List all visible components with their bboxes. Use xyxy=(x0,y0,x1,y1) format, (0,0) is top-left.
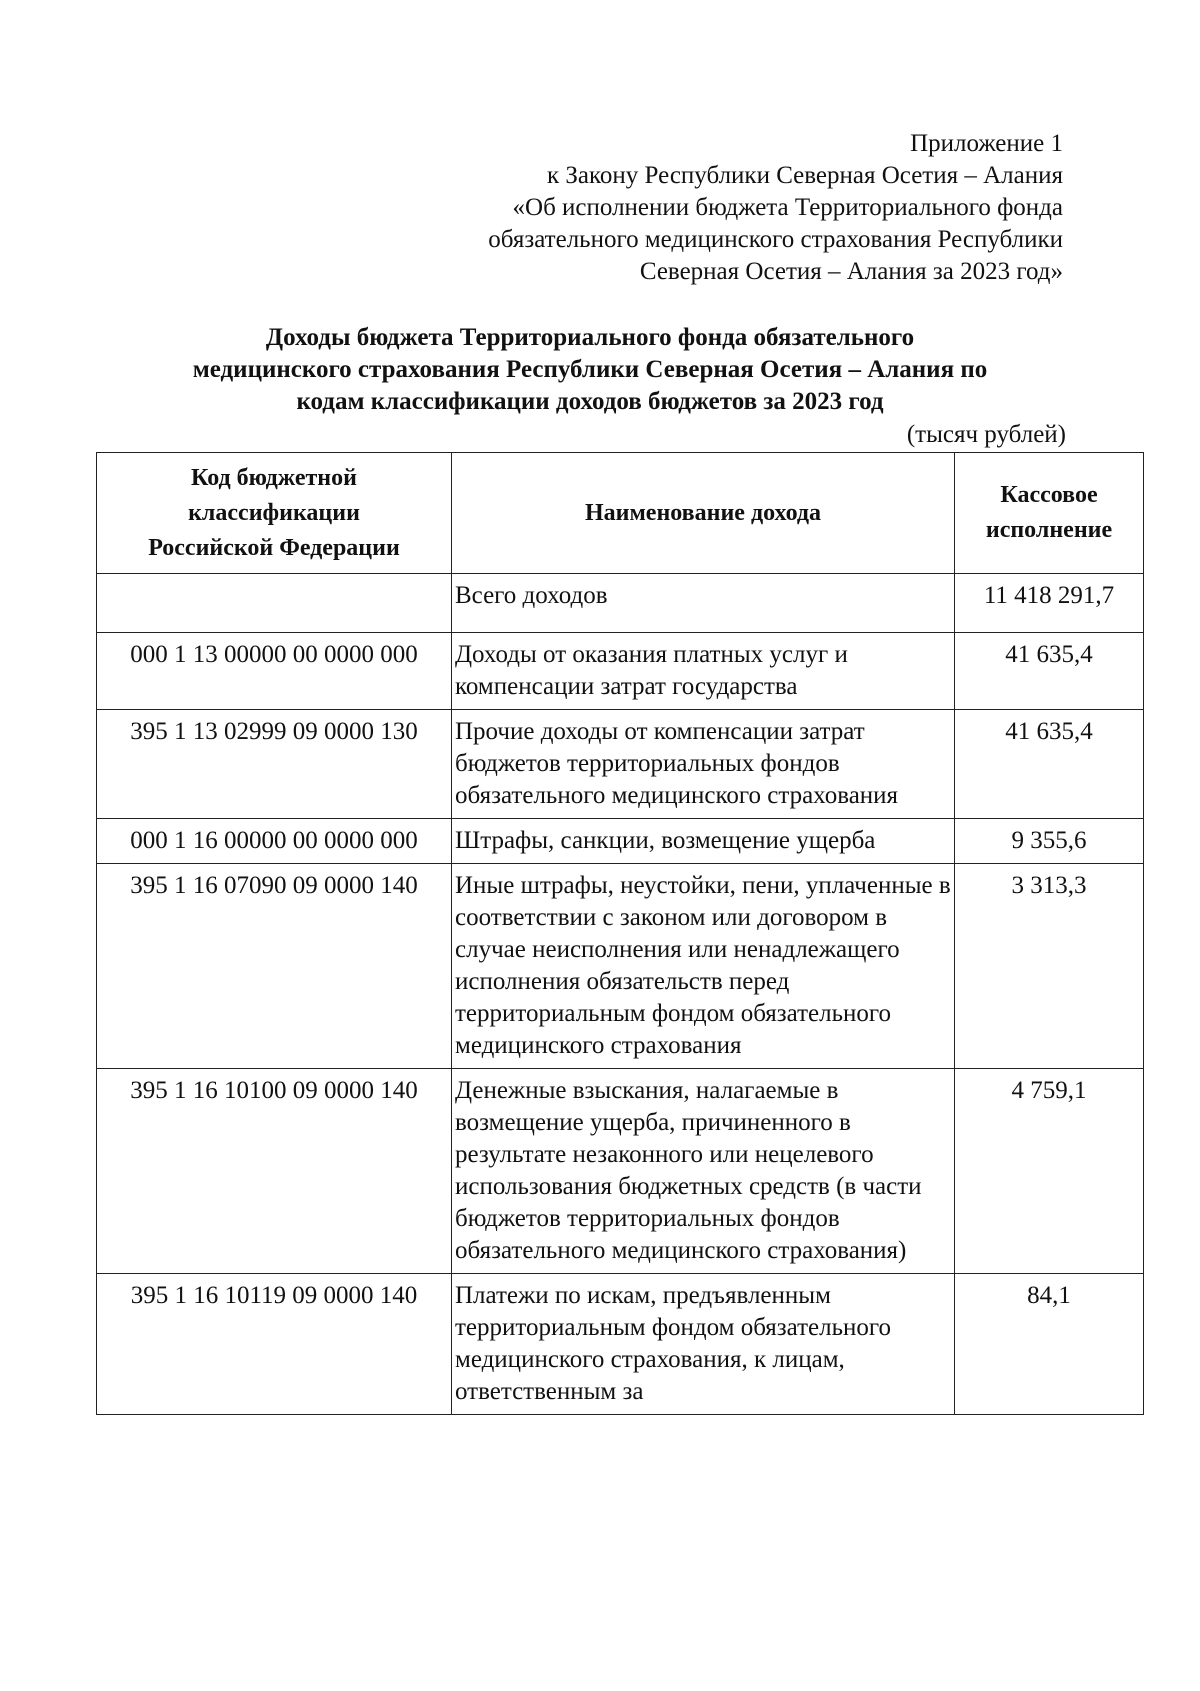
appendix-line: обязательного медицинского страхования Республики xyxy=(488,226,1063,253)
table-row xyxy=(97,1274,1144,1415)
title-line: Доходы бюджета Территориального фонда обязательного xyxy=(265,324,915,351)
row-amount: 4 759,1 xyxy=(955,1069,1144,1274)
row-amount: 11 418 291,7 xyxy=(955,574,1144,633)
table-header-row xyxy=(97,453,1144,574)
table-row xyxy=(97,819,1144,864)
row-name: Всего доходов xyxy=(452,574,955,633)
row-name: Штрафы, санкции, возмещение ущерба xyxy=(452,819,955,864)
row-name: Прочие доходы от компенсации затрат бюджетов территориальных фондов обязательного медицинского страхования xyxy=(452,710,955,819)
row-code: 395 1 16 10119 09 0000 140 xyxy=(97,1274,452,1415)
appendix-note xyxy=(363,128,1063,288)
income-table xyxy=(96,452,1144,1415)
appendix-line: Северная Осетия – Алания за 2023 год» xyxy=(639,258,1063,285)
table-row xyxy=(97,710,1144,819)
row-amount: 84,1 xyxy=(955,1274,1144,1415)
table-row xyxy=(97,574,1144,633)
header-code xyxy=(97,453,452,574)
row-code: 395 1 16 07090 09 0000 140 xyxy=(97,864,452,1069)
header-name: Наименование дохода xyxy=(452,453,955,574)
row-code: 395 1 13 02999 09 0000 130 xyxy=(97,710,452,819)
row-name: Иные штрафы, неустойки, пени, уплаченные в соответствии с законом или договором в случае неисполнения или ненадлежащего исполнения обязательств перед территориальным фондом обязательного медицинского страхования xyxy=(452,864,955,1069)
header-amount xyxy=(955,453,1144,574)
table-row xyxy=(97,1069,1144,1274)
row-amount: 41 635,4 xyxy=(955,633,1144,710)
appendix-line: Приложение 1 xyxy=(910,130,1063,157)
row-name: Денежные взыскания, налагаемые в возмещение ущерба, причиненного в результате незаконного или нецелевого использования бюджетных средств (в части бюджетов территориальных фондов обязательного медицинского страхования) xyxy=(452,1069,955,1274)
table-row xyxy=(97,864,1144,1069)
appendix-line: к Закону Республики Северная Осетия – Алания xyxy=(547,162,1063,189)
document-title xyxy=(150,322,1030,418)
row-name: Платежи по искам, предъявленным территориальным фондом обязательного медицинского страхования, к лицам, ответственным за xyxy=(452,1274,955,1415)
row-amount: 41 635,4 xyxy=(955,710,1144,819)
title-line: медицинского страхования Республики Северная Осетия – Алания по xyxy=(192,356,988,383)
row-code: 000 1 13 00000 00 0000 000 xyxy=(97,633,452,710)
table-row xyxy=(97,633,1144,710)
row-name: Доходы от оказания платных услуг и компенсации затрат государства xyxy=(452,633,955,710)
appendix-line: «Об исполнении бюджета Территориального фонда xyxy=(512,194,1063,221)
title-line: кодам классификации доходов бюджетов за 2023 год xyxy=(296,388,884,415)
header-code-text: Код бюджетной классификации Российской Федерации xyxy=(148,464,400,561)
row-code: 395 1 16 10100 09 0000 140 xyxy=(97,1069,452,1274)
header-amount-text: Кассовое исполнение xyxy=(985,482,1113,543)
units-label: (тысяч рублей) xyxy=(906,421,1066,448)
row-code: 000 1 16 00000 00 0000 000 xyxy=(97,819,452,864)
row-amount: 3 313,3 xyxy=(955,864,1144,1069)
row-code xyxy=(97,574,452,633)
row-amount: 9 355,6 xyxy=(955,819,1144,864)
